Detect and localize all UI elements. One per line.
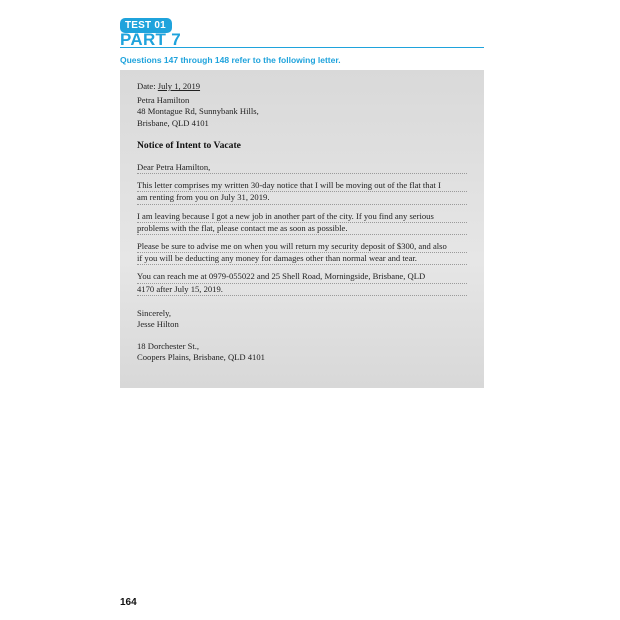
recipient-street: 48 Montague Rd, Sunnybank Hills,	[137, 106, 259, 117]
date-value: July 1, 2019	[157, 81, 201, 91]
paragraph-2	[137, 211, 467, 235]
page-number: 164	[120, 597, 137, 608]
date-label: Date:	[137, 81, 156, 91]
question-instruction: Questions 147 through 148 refer to the following letter.	[120, 55, 341, 65]
letter-body	[137, 81, 467, 364]
recipient-city: Brisbane, QLD 4101	[137, 117, 209, 128]
paragraph-line: You can reach me at 0979-055022 and 25 Shell Road, Morningside, Brisbane, QLD	[137, 271, 467, 283]
sender-street: 18 Dorchester St.,	[137, 341, 200, 352]
notice-title: Notice of Intent to Vacate	[137, 139, 241, 151]
paragraph-line: am renting from you on July 31, 2019.	[137, 192, 467, 204]
sender-city: Coopers Plains, Brisbane, QLD 4101	[137, 352, 265, 363]
letter-date	[137, 81, 467, 92]
paragraph-line: Please be sure to advise me on when you will return my security deposit of $300, and also	[137, 241, 467, 253]
header-divider	[120, 47, 484, 48]
recipient-address	[137, 95, 467, 129]
sender-address	[137, 341, 467, 363]
closing-word: Sincerely,	[137, 307, 172, 318]
paragraph-line: 4170 after July 15, 2019.	[137, 284, 467, 296]
test-badge: TEST 01	[120, 18, 172, 33]
paragraph-line: if you will be deducting any money for damages other than normal wear and tear.	[137, 253, 467, 265]
paragraph-line: This letter comprises my written 30-day notice that I will be moving out of the flat that I	[137, 180, 467, 192]
paragraph-3	[137, 241, 467, 265]
paragraph-line: I am leaving because I got a new job in another part of the city. If you find any serious	[137, 211, 467, 223]
recipient-name: Petra Hamilton	[137, 95, 190, 106]
closing	[137, 308, 467, 330]
sender-name: Jesse Hilton	[137, 319, 179, 330]
paragraph-line: problems with the flat, please contact me as soon as possible.	[137, 223, 467, 235]
paragraph-1	[137, 180, 467, 204]
paragraph-4	[137, 271, 467, 295]
letter-panel	[120, 70, 484, 388]
part-title: PART 7	[120, 30, 181, 49]
salutation: Dear Petra Hamilton,	[137, 162, 467, 174]
